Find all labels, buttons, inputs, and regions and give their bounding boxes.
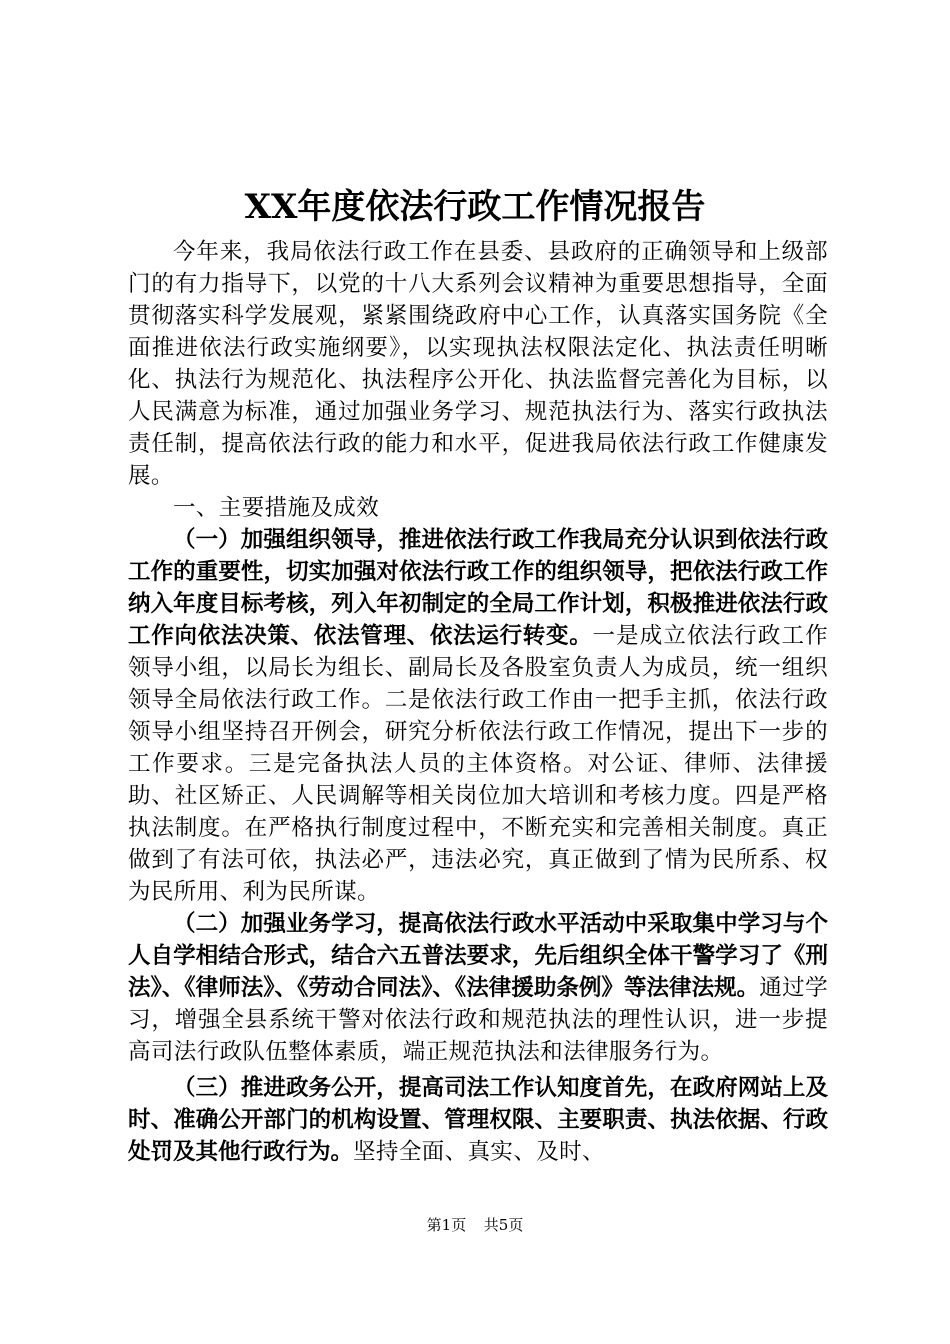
item-3-body: 坚持全面、真实、及时、 [353,1139,605,1165]
page-number: 第1页 [426,1216,467,1234]
item-2-paragraph [128,908,828,1068]
item-2-lead: （二）加强业务学习，提高依法行政水平活动中采取集中学习与个人自学相结合形式，结合六五普法要求，先后组织全体干警学习了《刑法》、《律师法》、《劳动合同法》、《法律援助条例》等法律法规。 [128,911,828,1001]
item-1-paragraph [128,524,828,908]
section-heading: 一、主要措施及成效 [173,495,380,521]
document-body [128,236,828,1168]
page-footer [0,1214,950,1236]
item-1-lead: （一）加强组织领导，推进依法行政工作我局充分认识到依法行政工作的重要性，切实加强对依法行政工作的组织领导，把依法行政工作纳入年度目标考核，列入年初制定的全局工作计划，积极推进依法行政工作向依法决策、依法管理、依法运行转变。 [128,527,828,649]
intro-paragraph: 今年来，我局依法行政工作在县委、县政府的正确领导和上级部门的有力指导下，以党的十八大系列会议精神为重要思想指导，全面贯彻落实科学发展观，紧紧围绕政府中心工作，认真落实国务院《全面推进依法行政实施纲要》，以实现执法权限法定化、执法责任明晰化、执法行为规范化、执法程序公开化、执法监督完善化为目标，以人民满意为标准，通过加强业务学习、规范执法行为、落实行政执法责任制，提高依法行政的能力和水平，促进我局依法行政工作健康发展。 [128,239,828,489]
item-3-lead: （三）推进政务公开，提高司法工作认知度首先，在政府网站上及时、准确公开部门的机构设置、管理权限、主要职责、执法依据、行政处罚及其他行政行为。 [128,1075,828,1165]
document-title: XX年度依法行政工作情况报告 [244,187,706,227]
page-total: 共5页 [483,1216,524,1234]
item-1-body: 一是成立依法行政工作领导小组，以局长为组长、副局长及各股室负责人为成员，统一组织领导全局依法行政工作。二是依法行政工作由一把手主抓，依法行政领导小组坚持召开例会，研究分析依法行政工作情况，提出下一步的工作要求。三是完备执法人员的主体资格。对公证、律师、法律援助、社区矫正、人民调解等相关岗位加大培训和考核力度。四是严格执法制度。在严格执行制度过程中，不断充实和完善相关制度。真正做到了有法可依，执法必严，违法必究，真正做到了情为民所系、权为民所用、利为民所谋。 [128,623,828,905]
item-2-body: 通过学习，增强全县系统干警对依法行政和规范执法的理性认识，进一步提高司法行政队伍整体素质，端正规范执法和法律服务行为。 [128,975,828,1065]
item-3-paragraph [128,1072,828,1168]
